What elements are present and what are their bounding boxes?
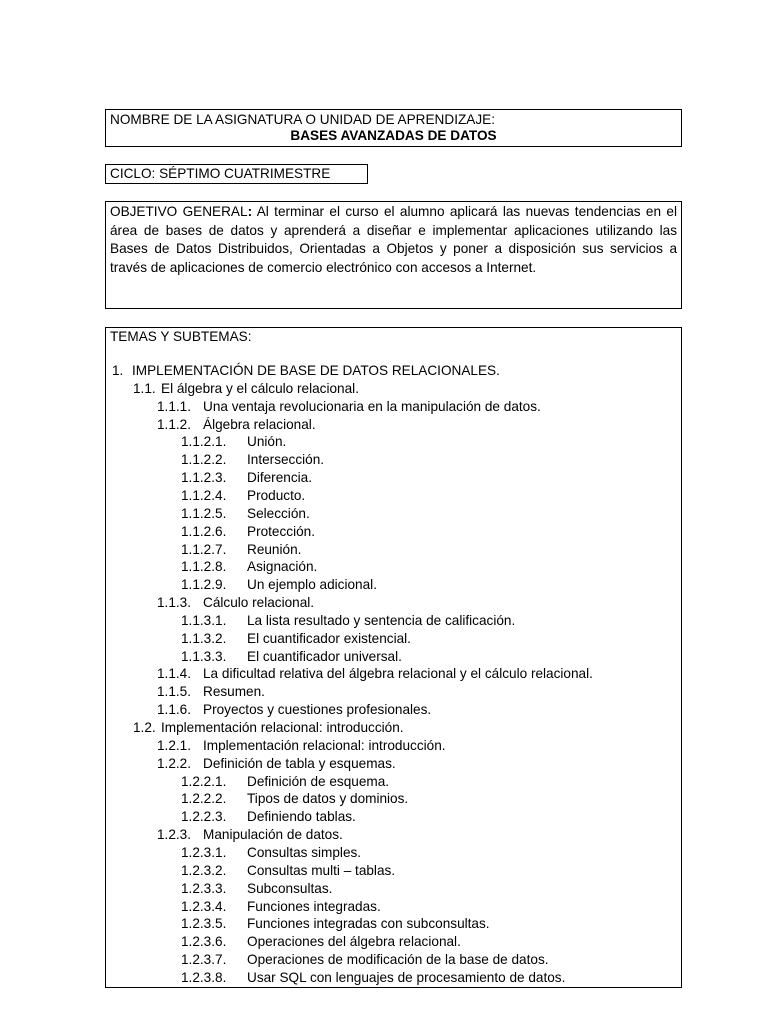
objective-colon: : <box>247 204 253 219</box>
topic-item-1-1-2 <box>106 417 666 435</box>
topic-number: 1.1.3.1. <box>181 612 227 628</box>
topic-number: 1.2.3. <box>157 827 192 843</box>
topic-item-1-2-3-5 <box>106 916 666 934</box>
topic-number: 1.1.2.5. <box>181 505 227 521</box>
topic-number: 1.1.2.9. <box>181 577 227 593</box>
topic-text: Producto. <box>247 487 306 503</box>
topic-item-1-2 <box>106 720 666 738</box>
topic-number: 1.2.1. <box>157 737 192 753</box>
topic-item-1-1-2-9 <box>106 577 666 595</box>
topic-number: 1.2.3.2. <box>181 862 227 878</box>
topic-number: 1.1.2.8. <box>181 559 227 575</box>
topic-text: IMPLEMENTACIÓN DE BASE DE DATOS RELACIONALES. <box>132 363 500 378</box>
topic-item-1-1-5 <box>106 684 666 702</box>
topic-number: 1.2.3.8. <box>181 969 227 985</box>
topic-item-1-1-2-8 <box>106 559 666 577</box>
topic-text: Implementación relacional: introducción. <box>203 737 446 753</box>
topic-item-1-1-2-5 <box>106 506 666 524</box>
topic-text: Operaciones de modificación de la base de datos. <box>247 952 549 968</box>
topic-number: 1.1.2.1. <box>181 434 227 450</box>
topic-text: Cálculo relacional. <box>203 595 315 611</box>
topic-item-1-1-2-2 <box>106 452 666 470</box>
topic-text: Usar SQL con lenguajes de procesamiento de datos. <box>247 969 566 985</box>
topic-item-1-2-3-3 <box>106 881 666 899</box>
topic-text: Asignación. <box>247 559 318 575</box>
topic-text: Funciones integradas con subconsultas. <box>247 916 490 932</box>
topic-number: 1.1.5. <box>157 684 192 700</box>
topic-item-1-2-2-1 <box>106 774 666 792</box>
topic-number: 1.2.3.5. <box>181 916 227 932</box>
topic-item-1-2-3-2 <box>106 863 666 881</box>
topic-text: Unión. <box>247 434 287 450</box>
topic-text: Intersección. <box>247 452 325 468</box>
topic-item-1-2-2 <box>106 756 666 774</box>
topic-text: Tipos de datos y dominios. <box>247 791 409 807</box>
subject-name-value: BASES AVANZADAS DE DATOS <box>290 128 497 143</box>
topic-item-1-1-3-1 <box>106 613 666 631</box>
topics-box <box>105 327 682 988</box>
topic-number: 1.2. <box>133 720 156 735</box>
topic-text: Reunión. <box>247 541 302 557</box>
cycle-box <box>105 164 368 184</box>
topic-item-1-2-2-2 <box>106 791 666 809</box>
topic-text: Consultas multi – tablas. <box>247 862 396 878</box>
topic-item-1-1-2-1 <box>106 434 666 452</box>
topic-text: Selección. <box>247 505 310 521</box>
topic-number: 1.2.3.7. <box>181 952 227 968</box>
topic-item-1-1-3 <box>106 595 666 613</box>
topic-text: Una ventaja revolucionaria en la manipulación de datos. <box>203 398 541 414</box>
topic-number: 1.2.2.1. <box>181 773 227 789</box>
topic-text: Definiendo tablas. <box>247 809 356 825</box>
topic-text: El cuantificador universal. <box>247 648 402 664</box>
topic-item-1-2-2-3 <box>106 809 666 827</box>
topic-item-1-1-3-3 <box>106 649 666 667</box>
topic-item-1-1-3-2 <box>106 631 666 649</box>
topic-text: Implementación relacional: introducción. <box>161 720 404 735</box>
topic-text: Manipulación de datos. <box>203 827 343 843</box>
topic-number: 1.2.3.3. <box>181 880 227 896</box>
topic-item-1-1-6 <box>106 702 666 720</box>
topic-item-1-1 <box>106 381 666 399</box>
topic-text: Definición de tabla y esquemas. <box>203 755 396 771</box>
topic-item-1-2-3-8 <box>106 970 666 988</box>
subject-name-label: NOMBRE DE LA ASIGNATURA O UNIDAD DE APRENDIZAJE: <box>110 112 495 127</box>
topic-number: 1.1.2.7. <box>181 541 227 557</box>
topic-number: 1.1.4. <box>157 666 192 682</box>
topic-item-1-1-2-7 <box>106 542 666 560</box>
subject-name-box <box>105 109 682 147</box>
topic-text: Diferencia. <box>247 470 312 486</box>
objective-text: Al terminar el curso el alumno aplicará las nuevas tendencias en el área de bases de datos y aprenderá a diseñar e implementar aplicaciones utilizando las Bases de Datos Distribuidos, Orientadas a Objetos y poner a disposición sus servicios a través de aplicaciones de comercio electrónico con accesos a Internet. <box>110 204 677 275</box>
topic-item-1-2-3 <box>106 827 666 845</box>
topic-number: 1.1. <box>133 380 156 396</box>
cycle-text: CICLO: SÉPTIMO CUATRIMESTRE <box>110 166 331 181</box>
topic-item-1-1-4 <box>106 666 666 684</box>
topic-number: 1.1.2.3. <box>181 470 227 486</box>
topic-number: 1.1.2.4. <box>181 487 227 503</box>
topic-item-1-2-3-6 <box>106 934 666 952</box>
topic-number: 1.1.1. <box>157 398 192 414</box>
topic-number: 1.2.2. <box>157 755 192 771</box>
topic-number: 1.1.3.2. <box>181 630 227 646</box>
topic-item-1-1-1 <box>106 399 666 417</box>
topic-text: Álgebra relacional. <box>203 416 316 432</box>
topic-number: 1.1.2. <box>157 416 192 432</box>
topic-text: El álgebra y el cálculo relacional. <box>161 380 359 396</box>
topic-number: 1.2.2.2. <box>181 791 227 807</box>
topic-text: La lista resultado y sentencia de calificación. <box>247 612 516 628</box>
topic-text: Definición de esquema. <box>247 773 390 789</box>
topic-text: Un ejemplo adicional. <box>247 577 377 593</box>
topic-text: Proyectos y cuestiones profesionales. <box>203 702 432 718</box>
topic-number: 1. <box>112 363 124 378</box>
topic-number: 1.2.3.6. <box>181 934 227 950</box>
topic-number: 1.1.3. <box>157 595 192 611</box>
topic-text: La dificultad relativa del álgebra relacional y el cálculo relacional. <box>203 666 593 682</box>
topic-number: 1.1.6. <box>157 702 192 718</box>
topic-text: Consultas simples. <box>247 844 362 860</box>
topic-number: 1.1.2.6. <box>181 523 227 539</box>
topic-item-1-1-2-3 <box>106 470 666 488</box>
topic-number: 1.1.2.2. <box>181 452 227 468</box>
objective-box <box>105 201 682 309</box>
topic-text: Funciones integradas. <box>247 898 381 914</box>
topic-text: El cuantificador existencial. <box>247 630 411 646</box>
topic-number: 1.2.3.1. <box>181 844 227 860</box>
topic-text: Resumen. <box>203 684 265 700</box>
topic-text: Protección. <box>247 523 316 539</box>
topic-text: Operaciones del álgebra relacional. <box>247 934 461 950</box>
topic-number: 1.2.2.3. <box>181 809 227 825</box>
topic-number: 1.1.3.3. <box>181 648 227 664</box>
topic-item-1-2-1 <box>106 738 666 756</box>
topic-item-1-2-3-4 <box>106 899 666 917</box>
topic-item-1-2-3-1 <box>106 845 666 863</box>
topic-item-1-1-2-4 <box>106 488 666 506</box>
topic-item-1-2-3-7 <box>106 952 666 970</box>
topic-text: Subconsultas. <box>247 880 333 896</box>
objective-label: OBJETIVO GENERAL <box>110 204 248 219</box>
topic-number: 1.2.3.4. <box>181 898 227 914</box>
topic-item-1 <box>106 363 666 381</box>
topics-heading: TEMAS Y SUBTEMAS: <box>110 329 252 344</box>
topic-item-1-1-2-6 <box>106 524 666 542</box>
